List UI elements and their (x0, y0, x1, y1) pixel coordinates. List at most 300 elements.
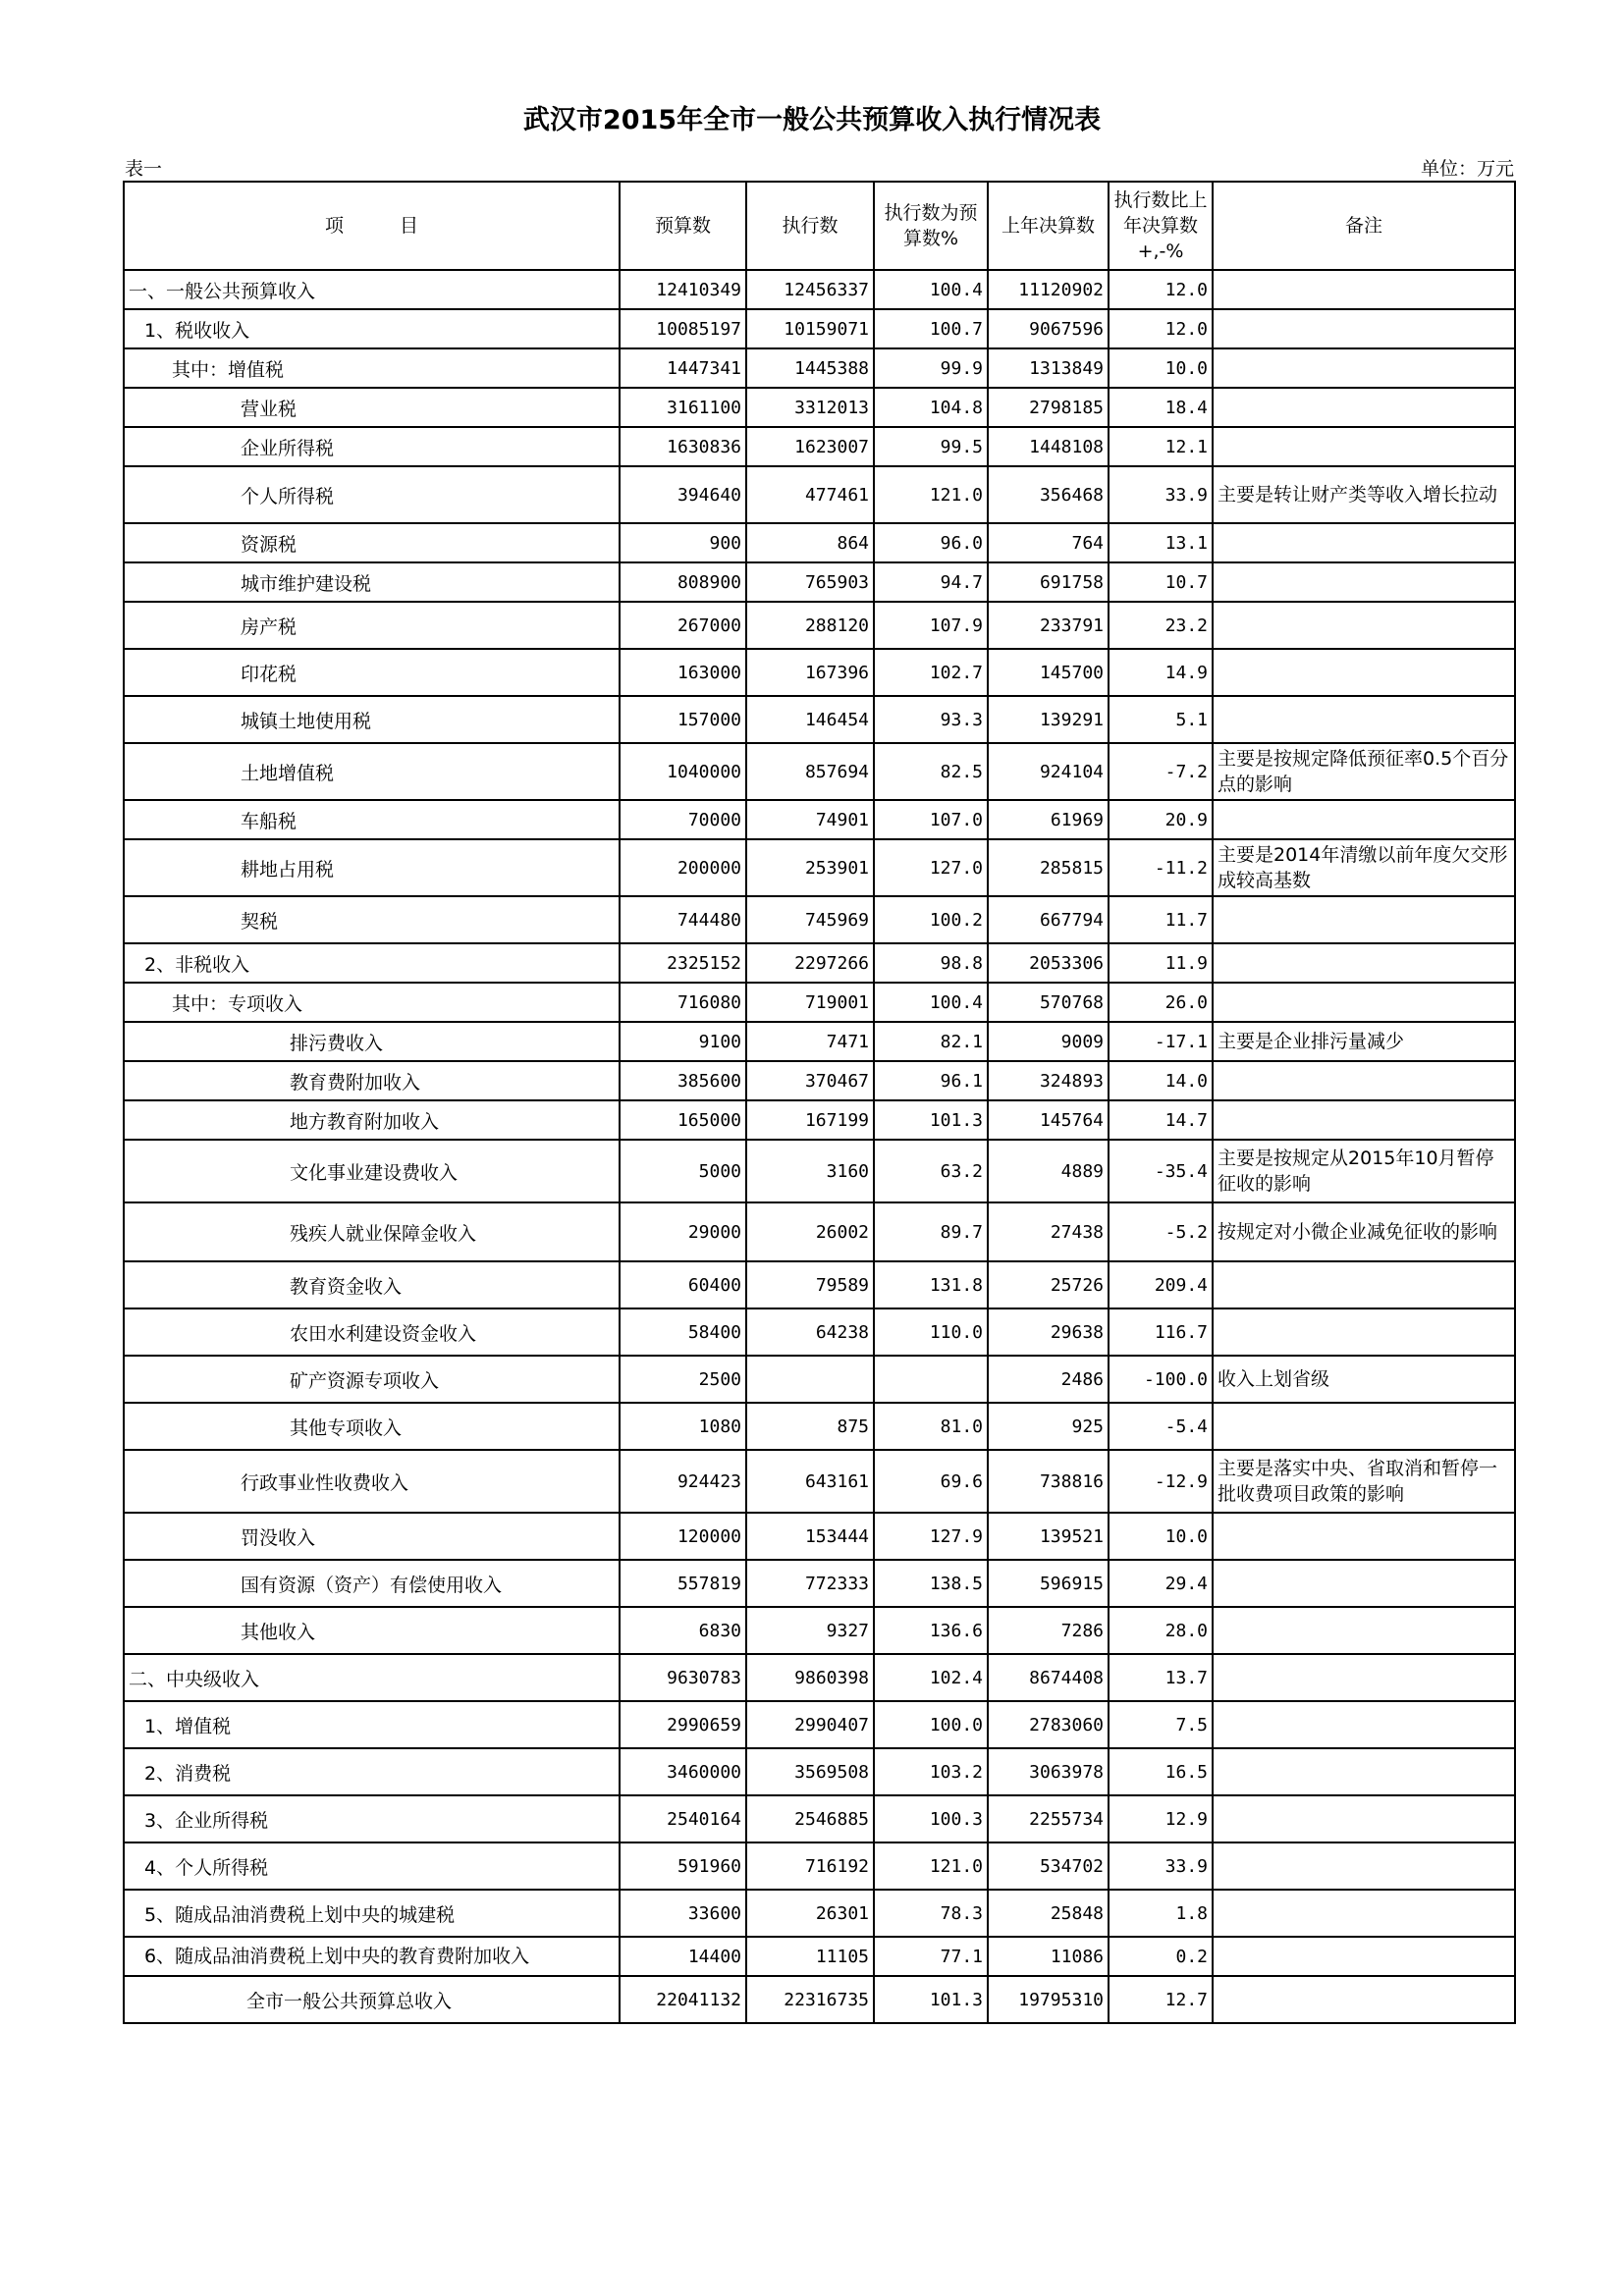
cell-note (1213, 1100, 1515, 1140)
table-row (124, 523, 1515, 562)
cell-item: 教育费附加收入 (124, 1061, 620, 1100)
cell-last-year: 233791 (988, 602, 1109, 649)
cell-ratio: 94.7 (874, 562, 988, 602)
cell-last-year: 691758 (988, 562, 1109, 602)
cell-budget: 3460000 (620, 1748, 746, 1795)
cell-note: 主要是落实中央、省取消和暂停一批收费项目政策的影响 (1213, 1450, 1515, 1513)
cell-growth: 209.4 (1109, 1261, 1213, 1308)
cell-last-year: 4889 (988, 1140, 1109, 1202)
cell-growth: 12.0 (1109, 270, 1213, 309)
cell-ratio: 100.2 (874, 896, 988, 943)
table-row (124, 270, 1515, 309)
table-row (124, 1022, 1515, 1061)
table-row (124, 1261, 1515, 1308)
cell-last-year: 356468 (988, 466, 1109, 523)
cell-last-year: 2053306 (988, 943, 1109, 983)
cell-note (1213, 427, 1515, 466)
cell-growth: 12.1 (1109, 427, 1213, 466)
cell-last-year: 285815 (988, 839, 1109, 896)
cell-executed: 7471 (746, 1022, 874, 1061)
cell-budget: 1630836 (620, 427, 746, 466)
cell-item: 4、个人所得税 (124, 1842, 620, 1890)
cell-budget: 1447341 (620, 348, 746, 388)
table-row (124, 943, 1515, 983)
cell-item: 残疾人就业保障金收入 (124, 1202, 620, 1261)
cell-executed: 9327 (746, 1607, 874, 1654)
cell-ratio: 104.8 (874, 388, 988, 427)
cell-growth: 12.9 (1109, 1795, 1213, 1842)
cell-item: 城市维护建设税 (124, 562, 620, 602)
cell-growth: -100.0 (1109, 1356, 1213, 1403)
table-row (124, 1100, 1515, 1140)
cell-growth: 23.2 (1109, 602, 1213, 649)
cell-note (1213, 1560, 1515, 1607)
cell-last-year: 3063978 (988, 1748, 1109, 1795)
cell-executed: 167199 (746, 1100, 874, 1140)
cell-note (1213, 270, 1515, 309)
cell-last-year: 11120902 (988, 270, 1109, 309)
cell-growth: 28.0 (1109, 1607, 1213, 1654)
cell-ratio: 102.4 (874, 1654, 988, 1701)
cell-budget: 14400 (620, 1937, 746, 1976)
cell-note: 主要是按规定从2015年10月暂停征收的影响 (1213, 1140, 1515, 1202)
cell-growth: 14.9 (1109, 649, 1213, 696)
cell-ratio: 127.0 (874, 839, 988, 896)
cell-item: 一、一般公共预算收入 (124, 270, 620, 309)
revenue-table (123, 181, 1516, 2024)
cell-last-year: 924104 (988, 743, 1109, 800)
table-row (124, 1356, 1515, 1403)
cell-note (1213, 800, 1515, 839)
cell-executed: 12456337 (746, 270, 874, 309)
cell-growth: 29.4 (1109, 1560, 1213, 1607)
cell-last-year: 2798185 (988, 388, 1109, 427)
cell-last-year: 925 (988, 1403, 1109, 1450)
cell-ratio: 89.7 (874, 1202, 988, 1261)
cell-executed: 1445388 (746, 348, 874, 388)
cell-growth: 12.0 (1109, 309, 1213, 348)
cell-budget: 6830 (620, 1607, 746, 1654)
cell-budget: 924423 (620, 1450, 746, 1513)
cell-last-year: 19795310 (988, 1976, 1109, 2023)
cell-ratio: 107.0 (874, 800, 988, 839)
header-item: 项 目 (124, 182, 620, 270)
cell-item: 5、随成品油消费税上划中央的城建税 (124, 1890, 620, 1937)
cell-executed: 643161 (746, 1450, 874, 1513)
cell-budget: 60400 (620, 1261, 746, 1308)
cell-budget: 385600 (620, 1061, 746, 1100)
table-row (124, 896, 1515, 943)
table-row (124, 1890, 1515, 1937)
cell-executed: 3160 (746, 1140, 874, 1202)
table-row (124, 696, 1515, 743)
cell-item: 排污费收入 (124, 1022, 620, 1061)
cell-last-year: 738816 (988, 1450, 1109, 1513)
cell-last-year: 145700 (988, 649, 1109, 696)
cell-growth: -35.4 (1109, 1140, 1213, 1202)
table-row (124, 1795, 1515, 1842)
table-row (124, 427, 1515, 466)
cell-budget: 900 (620, 523, 746, 562)
cell-last-year: 1448108 (988, 427, 1109, 466)
cell-growth: -12.9 (1109, 1450, 1213, 1513)
cell-note (1213, 1937, 1515, 1976)
cell-note (1213, 1795, 1515, 1842)
cell-last-year: 9067596 (988, 309, 1109, 348)
cell-item: 房产税 (124, 602, 620, 649)
cell-note (1213, 943, 1515, 983)
cell-item: 1、增值税 (124, 1701, 620, 1748)
cell-note (1213, 1890, 1515, 1937)
cell-note (1213, 983, 1515, 1022)
table-row (124, 602, 1515, 649)
cell-budget: 58400 (620, 1308, 746, 1356)
table-row (124, 466, 1515, 523)
cell-note (1213, 1842, 1515, 1890)
cell-budget: 10085197 (620, 309, 746, 348)
cell-growth: 10.7 (1109, 562, 1213, 602)
table-row (124, 800, 1515, 839)
cell-note (1213, 1061, 1515, 1100)
cell-last-year: 8674408 (988, 1654, 1109, 1701)
table-row (124, 1842, 1515, 1890)
cell-budget: 120000 (620, 1513, 746, 1560)
cell-budget: 1080 (620, 1403, 746, 1450)
cell-item: 全市一般公共预算总收入 (124, 1976, 620, 2023)
cell-growth: -17.1 (1109, 1022, 1213, 1061)
cell-ratio: 100.3 (874, 1795, 988, 1842)
cell-executed: 2546885 (746, 1795, 874, 1842)
cell-item: 印花税 (124, 649, 620, 696)
cell-ratio: 96.0 (874, 523, 988, 562)
table-row (124, 1976, 1515, 2023)
cell-executed: 153444 (746, 1513, 874, 1560)
cell-ratio: 110.0 (874, 1308, 988, 1356)
cell-item: 营业税 (124, 388, 620, 427)
cell-executed: 477461 (746, 466, 874, 523)
cell-ratio: 136.6 (874, 1607, 988, 1654)
cell-ratio: 101.3 (874, 1976, 988, 2023)
cell-ratio: 82.5 (874, 743, 988, 800)
cell-ratio: 100.4 (874, 270, 988, 309)
cell-executed: 3569508 (746, 1748, 874, 1795)
cell-ratio: 99.9 (874, 348, 988, 388)
cell-item: 2、消费税 (124, 1748, 620, 1795)
cell-ratio: 63.2 (874, 1140, 988, 1202)
cell-growth: 10.0 (1109, 348, 1213, 388)
cell-budget: 157000 (620, 696, 746, 743)
cell-growth: 13.1 (1109, 523, 1213, 562)
cell-ratio: 100.7 (874, 309, 988, 348)
cell-executed: 716192 (746, 1842, 874, 1890)
cell-ratio: 131.8 (874, 1261, 988, 1308)
cell-last-year: 7286 (988, 1607, 1109, 1654)
cell-item: 矿产资源专项收入 (124, 1356, 620, 1403)
cell-budget: 12410349 (620, 270, 746, 309)
cell-note: 主要是转让财产类等收入增长拉动 (1213, 466, 1515, 523)
cell-note (1213, 523, 1515, 562)
table-row (124, 743, 1515, 800)
cell-item: 资源税 (124, 523, 620, 562)
table-row (124, 1701, 1515, 1748)
page-title: 武汉市2015年全市一般公共预算收入执行情况表 (522, 105, 1102, 135)
cell-note (1213, 649, 1515, 696)
cell-growth: 0.2 (1109, 1937, 1213, 1976)
cell-budget: 200000 (620, 839, 746, 896)
cell-item: 国有资源（资产）有偿使用收入 (124, 1560, 620, 1607)
cell-budget: 267000 (620, 602, 746, 649)
table-row (124, 1202, 1515, 1261)
cell-growth: 16.5 (1109, 1748, 1213, 1795)
table-row (124, 1450, 1515, 1513)
cell-executed: 22316735 (746, 1976, 874, 2023)
cell-executed: 167396 (746, 649, 874, 696)
cell-growth: 11.7 (1109, 896, 1213, 943)
cell-note (1213, 562, 1515, 602)
cell-budget: 29000 (620, 1202, 746, 1261)
cell-budget: 557819 (620, 1560, 746, 1607)
table-row (124, 562, 1515, 602)
cell-last-year: 570768 (988, 983, 1109, 1022)
cell-item: 2、非税收入 (124, 943, 620, 983)
cell-executed: 26002 (746, 1202, 874, 1261)
cell-last-year: 29638 (988, 1308, 1109, 1356)
cell-budget: 70000 (620, 800, 746, 839)
cell-budget: 163000 (620, 649, 746, 696)
cell-executed: 10159071 (746, 309, 874, 348)
cell-item: 契税 (124, 896, 620, 943)
cell-executed: 864 (746, 523, 874, 562)
cell-note (1213, 1403, 1515, 1450)
cell-last-year: 596915 (988, 1560, 1109, 1607)
cell-note (1213, 1976, 1515, 2023)
table-row (124, 1308, 1515, 1356)
table-row (124, 1607, 1515, 1654)
cell-note (1213, 602, 1515, 649)
cell-ratio: 78.3 (874, 1890, 988, 1937)
unit-label: 单位：万元 (1420, 158, 1514, 180)
cell-growth: 1.8 (1109, 1890, 1213, 1937)
cell-executed: 857694 (746, 743, 874, 800)
cell-note (1213, 1654, 1515, 1701)
cell-item: 耕地占用税 (124, 839, 620, 896)
cell-item: 个人所得税 (124, 466, 620, 523)
cell-budget: 2540164 (620, 1795, 746, 1842)
cell-note (1213, 309, 1515, 348)
cell-note (1213, 1513, 1515, 1560)
cell-growth: 7.5 (1109, 1701, 1213, 1748)
cell-budget: 2500 (620, 1356, 746, 1403)
cell-budget: 744480 (620, 896, 746, 943)
cell-item: 行政事业性收费收入 (124, 1450, 620, 1513)
cell-note: 主要是按规定降低预征率0.5个百分点的影响 (1213, 743, 1515, 800)
table-row (124, 983, 1515, 1022)
cell-executed: 74901 (746, 800, 874, 839)
cell-growth: 12.7 (1109, 1976, 1213, 2023)
cell-growth: -7.2 (1109, 743, 1213, 800)
table-row (124, 839, 1515, 896)
cell-executed: 11105 (746, 1937, 874, 1976)
table-row (124, 1560, 1515, 1607)
cell-ratio: 100.0 (874, 1701, 988, 1748)
cell-last-year: 2783060 (988, 1701, 1109, 1748)
cell-item: 其他专项收入 (124, 1403, 620, 1450)
cell-growth: 14.0 (1109, 1061, 1213, 1100)
cell-item: 农田水利建设资金收入 (124, 1308, 620, 1356)
cell-ratio (874, 1356, 988, 1403)
table-row (124, 1654, 1515, 1701)
header-row (124, 182, 1515, 270)
cell-last-year: 2255734 (988, 1795, 1109, 1842)
cell-ratio: 77.1 (874, 1937, 988, 1976)
cell-executed: 875 (746, 1403, 874, 1450)
cell-budget: 394640 (620, 466, 746, 523)
cell-executed: 64238 (746, 1308, 874, 1356)
cell-budget: 2990659 (620, 1701, 746, 1748)
cell-item: 教育资金收入 (124, 1261, 620, 1308)
cell-item: 企业所得税 (124, 427, 620, 466)
cell-ratio: 98.8 (874, 943, 988, 983)
cell-ratio: 96.1 (874, 1061, 988, 1100)
cell-note (1213, 1308, 1515, 1356)
cell-budget: 591960 (620, 1842, 746, 1890)
table-row (124, 1140, 1515, 1202)
cell-growth: -5.2 (1109, 1202, 1213, 1261)
header-budget: 预算数 (620, 182, 746, 270)
cell-growth: 20.9 (1109, 800, 1213, 839)
cell-ratio: 100.4 (874, 983, 988, 1022)
cell-executed: 3312013 (746, 388, 874, 427)
cell-item: 文化事业建设费收入 (124, 1140, 620, 1202)
cell-last-year: 25726 (988, 1261, 1109, 1308)
cell-executed: 370467 (746, 1061, 874, 1100)
cell-ratio: 107.9 (874, 602, 988, 649)
cell-budget: 5000 (620, 1140, 746, 1202)
cell-growth: 10.0 (1109, 1513, 1213, 1560)
cell-item: 1、税收收入 (124, 309, 620, 348)
cell-ratio: 121.0 (874, 466, 988, 523)
cell-budget: 165000 (620, 1100, 746, 1140)
cell-budget: 808900 (620, 562, 746, 602)
cell-ratio: 69.6 (874, 1450, 988, 1513)
cell-executed: 2990407 (746, 1701, 874, 1748)
table-label: 表一 (125, 158, 163, 180)
cell-last-year: 764 (988, 523, 1109, 562)
cell-executed: 2297266 (746, 943, 874, 983)
cell-item: 其中：专项收入 (124, 983, 620, 1022)
table-row (124, 388, 1515, 427)
cell-budget: 716080 (620, 983, 746, 1022)
cell-ratio: 82.1 (874, 1022, 988, 1061)
cell-growth: 18.4 (1109, 388, 1213, 427)
table-row (124, 1061, 1515, 1100)
cell-last-year: 534702 (988, 1842, 1109, 1890)
cell-budget: 3161100 (620, 388, 746, 427)
cell-budget: 33600 (620, 1890, 746, 1937)
header-ratio: 执行数为预算数% (874, 182, 988, 270)
cell-executed: 1623007 (746, 427, 874, 466)
cell-last-year: 667794 (988, 896, 1109, 943)
header-executed: 执行数 (746, 182, 874, 270)
cell-last-year: 27438 (988, 1202, 1109, 1261)
cell-executed: 765903 (746, 562, 874, 602)
cell-last-year: 145764 (988, 1100, 1109, 1140)
cell-item: 地方教育附加收入 (124, 1100, 620, 1140)
cell-executed: 79589 (746, 1261, 874, 1308)
cell-budget: 2325152 (620, 943, 746, 983)
table-row (124, 1748, 1515, 1795)
cell-ratio: 81.0 (874, 1403, 988, 1450)
cell-growth: 13.7 (1109, 1654, 1213, 1701)
cell-growth: 5.1 (1109, 696, 1213, 743)
cell-growth: 26.0 (1109, 983, 1213, 1022)
cell-note: 主要是企业排污量减少 (1213, 1022, 1515, 1061)
cell-ratio: 138.5 (874, 1560, 988, 1607)
table-row (124, 649, 1515, 696)
cell-item: 土地增值税 (124, 743, 620, 800)
cell-item: 二、中央级收入 (124, 1654, 620, 1701)
cell-ratio: 101.3 (874, 1100, 988, 1140)
cell-growth: -11.2 (1109, 839, 1213, 896)
cell-last-year: 324893 (988, 1061, 1109, 1100)
cell-item: 6、随成品油消费税上划中央的教育费附加收入 (124, 1937, 620, 1976)
header-note: 备注 (1213, 182, 1515, 270)
cell-item: 3、企业所得税 (124, 1795, 620, 1842)
cell-ratio: 93.3 (874, 696, 988, 743)
cell-item: 其他收入 (124, 1607, 620, 1654)
cell-executed: 146454 (746, 696, 874, 743)
cell-note (1213, 1748, 1515, 1795)
cell-growth: 116.7 (1109, 1308, 1213, 1356)
cell-last-year: 2486 (988, 1356, 1109, 1403)
cell-executed: 772333 (746, 1560, 874, 1607)
cell-growth: 11.9 (1109, 943, 1213, 983)
cell-note (1213, 1701, 1515, 1748)
cell-growth: 33.9 (1109, 1842, 1213, 1890)
cell-executed (746, 1356, 874, 1403)
table-row (124, 309, 1515, 348)
cell-note (1213, 1261, 1515, 1308)
cell-budget: 9630783 (620, 1654, 746, 1701)
cell-last-year: 139521 (988, 1513, 1109, 1560)
cell-growth: 14.7 (1109, 1100, 1213, 1140)
cell-item: 车船税 (124, 800, 620, 839)
cell-executed: 288120 (746, 602, 874, 649)
cell-note: 收入上划省级 (1213, 1356, 1515, 1403)
cell-executed: 745969 (746, 896, 874, 943)
cell-note (1213, 696, 1515, 743)
table-row (124, 1403, 1515, 1450)
cell-note (1213, 348, 1515, 388)
cell-ratio: 103.2 (874, 1748, 988, 1795)
table-row (124, 1937, 1515, 1976)
cell-budget: 9100 (620, 1022, 746, 1061)
cell-last-year: 61969 (988, 800, 1109, 839)
cell-executed: 9860398 (746, 1654, 874, 1701)
cell-executed: 26301 (746, 1890, 874, 1937)
cell-budget: 1040000 (620, 743, 746, 800)
cell-note: 主要是2014年清缴以前年度欠交形成较高基数 (1213, 839, 1515, 896)
header-last-year: 上年决算数 (988, 182, 1109, 270)
cell-ratio: 99.5 (874, 427, 988, 466)
cell-last-year: 1313849 (988, 348, 1109, 388)
cell-ratio: 127.9 (874, 1513, 988, 1560)
cell-item: 罚没收入 (124, 1513, 620, 1560)
cell-executed: 719001 (746, 983, 874, 1022)
cell-ratio: 121.0 (874, 1842, 988, 1890)
cell-last-year: 25848 (988, 1890, 1109, 1937)
header-growth: 执行数比上年决算数+,-% (1109, 182, 1213, 270)
